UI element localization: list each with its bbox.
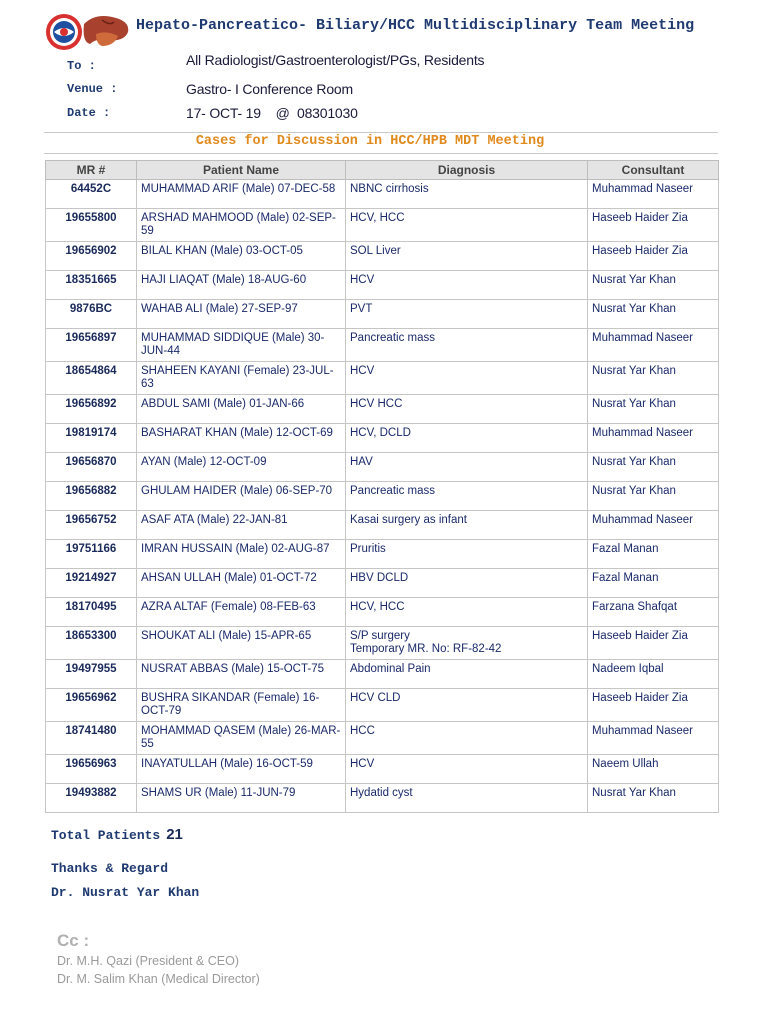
diagnosis-cell [346,689,588,722]
table-row [46,453,719,482]
table-row [46,511,719,540]
table-row [46,329,719,362]
mr-number-cell: 18653300 [46,627,137,660]
divider-top [44,132,718,133]
diagnosis-text: Kasai surgery as infant [350,514,467,526]
table-body [46,180,719,813]
consultant-cell: Haseeb Haider Zia [588,689,719,722]
diagnosis-text: Pruritis [350,543,386,555]
mr-number-cell: 19655800 [46,209,137,242]
patient-name-cell: ARSHAD MAHMOOD (Male) 02-SEP-59 [137,209,346,242]
consultant-cell: Nusrat Yar Khan [588,300,719,329]
diagnosis-text: Hydatid cyst [350,787,413,799]
to-label: To : [67,59,96,73]
diagnosis-cell [346,660,588,689]
diagnosis-text: HCV CLD [350,692,401,704]
mr-number-cell: 19751166 [46,540,137,569]
consultant-cell: Haseeb Haider Zia [588,242,719,271]
table-row [46,722,719,755]
consultant-cell: Nusrat Yar Khan [588,362,719,395]
diagnosis-cell [346,569,588,598]
table-row [46,482,719,511]
mr-number-cell: 19493882 [46,784,137,813]
mr-number-cell: 19656962 [46,689,137,722]
mr-number-cell: 64452C [46,180,137,209]
consultant-cell: Muhammad Naseer [588,511,719,540]
diagnosis-cell [346,424,588,453]
diagnosis-cell [346,784,588,813]
consultant-cell: Nadeem Iqbal [588,660,719,689]
diagnosis-cell [346,722,588,755]
table-row [46,569,719,598]
diagnosis-cell [346,395,588,424]
table-row [46,784,719,813]
consultant-cell: Haseeb Haider Zia [588,627,719,660]
consultant-cell: Muhammad Naseer [588,180,719,209]
mr-number-cell: 19497955 [46,660,137,689]
diagnosis-text: Pancreatic mass [350,332,436,344]
diagnosis-cell [346,453,588,482]
table-row [46,660,719,689]
divider-bottom [44,153,718,154]
patient-name-cell: MUHAMMAD SIDDIQUE (Male) 30-JUN-44 [137,329,346,362]
patient-name-cell: INAYATULLAH (Male) 16-OCT-59 [137,755,346,784]
table-row [46,627,719,660]
diagnosis-text: HCV, HCC [350,212,405,224]
table-row [46,209,719,242]
patient-name-cell: SHAHEEN KAYANI (Female) 23-JUL-63 [137,362,346,395]
mr-number-cell: 19656902 [46,242,137,271]
table-row [46,180,719,209]
diagnosis-cell [346,540,588,569]
signature-name: Dr. Nusrat Yar Khan [51,885,200,900]
date-label: Date : [67,106,111,120]
cases-subtitle: Cases for Discussion in HCC/HPB MDT Meeting [195,134,545,149]
diagnosis-cell [346,300,588,329]
table-row [46,689,719,722]
table-header-row [46,161,719,180]
patient-name-cell: GHULAM HAIDER (Male) 06-SEP-70 [137,482,346,511]
diagnosis-text: NBNC cirrhosis [350,183,429,195]
consultant-cell: Haseeb Haider Zia [588,209,719,242]
patient-name-cell: WAHAB ALI (Male) 27-SEP-97 [137,300,346,329]
diagnosis-cell [346,598,588,627]
table-row [46,395,719,424]
diagnosis-text: HCV [350,365,375,377]
table-row [46,540,719,569]
hospital-logo-icon [44,8,136,54]
mr-number-cell: 19214927 [46,569,137,598]
thanks-regards: Thanks & Regard [51,861,169,876]
table-row [46,755,719,784]
diagnosis-text: HCV, HCC [350,601,405,613]
venue-value: Gastro- I Conference Room [186,81,353,97]
table-row [46,242,719,271]
consultant-cell: Farzana Shafqat [588,598,719,627]
diagnosis-cell [346,482,588,511]
diagnosis-text: Pancreatic mass [350,485,436,497]
diagnosis-cell [346,627,588,660]
diagnosis-text: S/P surgery [350,630,410,642]
consultant-cell: Fazal Manan [588,569,719,598]
table-row [46,271,719,300]
cc-label: Cc : [57,931,90,950]
diagnosis-cell [346,209,588,242]
patient-name-cell: HAJI LIAQAT (Male) 18-AUG-60 [137,271,346,300]
diagnosis-cell [346,180,588,209]
diagnosis-text: HCV, DCLD [350,427,411,439]
consultant-cell: Nusrat Yar Khan [588,395,719,424]
patient-name-cell: MUHAMMAD ARIF (Male) 07-DEC-58 [137,180,346,209]
column-header-diagnosis: Diagnosis [346,161,588,180]
diagnosis-note: Temporary MR. No: RF-82-42 [350,643,502,655]
mr-number-cell: 19656882 [46,482,137,511]
liver-organ-icon [84,16,129,46]
cc-recipient: Dr. M.H. Qazi (President & CEO) [57,954,239,968]
consultant-cell: Naeem Ullah [588,755,719,784]
patient-name-cell: BILAL KHAN (Male) 03-OCT-05 [137,242,346,271]
diagnosis-cell [346,242,588,271]
column-header-mr: MR # [46,161,137,180]
patient-name-cell: NUSRAT ABBAS (Male) 15-OCT-75 [137,660,346,689]
consultant-cell: Muhammad Naseer [588,424,719,453]
cc-recipient: Dr. M. Salim Khan (Medical Director) [57,972,260,986]
patient-name-cell: IMRAN HUSSAIN (Male) 02-AUG-87 [137,540,346,569]
patient-name-cell: ABDUL SAMI (Male) 01-JAN-66 [137,395,346,424]
venue-label: Venue : [67,82,118,96]
diagnosis-cell [346,362,588,395]
patient-name-cell: BUSHRA SIKANDAR (Female) 16-OCT-79 [137,689,346,722]
patient-name-cell: AYAN (Male) 12-OCT-09 [137,453,346,482]
to-value: All Radiologist/Gastroenterologist/PGs, Residents [186,52,485,68]
patient-name-cell: MOHAMMAD QASEM (Male) 26-MAR-55 [137,722,346,755]
diagnosis-text: SOL Liver [350,245,401,257]
consultant-cell: Nusrat Yar Khan [588,453,719,482]
cases-table [45,160,719,813]
mr-number-cell: 19656752 [46,511,137,540]
diagnosis-text: HCV [350,274,375,286]
mr-number-cell: 19656963 [46,755,137,784]
table-row [46,300,719,329]
diagnosis-cell [346,511,588,540]
diagnosis-text: HAV [350,456,373,468]
patient-name-cell: SHAMS UR (Male) 11-JUN-79 [137,784,346,813]
diagnosis-cell [346,271,588,300]
column-header-patient-name: Patient Name [137,161,346,180]
hospital-logo [44,8,136,54]
total-patients-count: 21 [166,826,183,843]
diagnosis-text: HCV [350,758,375,770]
table-row [46,362,719,395]
diagnosis-text: Abdominal Pain [350,663,431,675]
patient-name-cell: SHOUKAT ALI (Male) 15-APR-65 [137,627,346,660]
mr-number-cell: 18170495 [46,598,137,627]
mr-number-cell: 9876BC [46,300,137,329]
mr-number-cell: 18351665 [46,271,137,300]
diagnosis-text: HBV DCLD [350,572,409,584]
patient-name-cell: BASHARAT KHAN (Male) 12-OCT-69 [137,424,346,453]
patient-name-cell: AHSAN ULLAH (Male) 01-OCT-72 [137,569,346,598]
column-header-consultant: Consultant [588,161,719,180]
consultant-cell: Nusrat Yar Khan [588,784,719,813]
consultant-cell: Fazal Manan [588,540,719,569]
diagnosis-text: HCC [350,725,375,737]
patient-name-cell: ASAF ATA (Male) 22-JAN-81 [137,511,346,540]
diagnosis-cell [346,329,588,362]
consultant-cell: Nusrat Yar Khan [588,271,719,300]
mr-number-cell: 19656870 [46,453,137,482]
date-value: 17- OCT- 19 @ 08301030 [186,105,358,121]
mr-number-cell: 19656892 [46,395,137,424]
diagnosis-text: PVT [350,303,373,315]
mr-number-cell: 18654864 [46,362,137,395]
consultant-cell: Muhammad Naseer [588,329,719,362]
consultant-cell: Muhammad Naseer [588,722,719,755]
table-row [46,598,719,627]
diagnosis-cell [346,755,588,784]
meeting-title: Hepato-Pancreatico- Biliary/HCC Multidisciplinary Team Meeting [136,17,695,34]
total-patients [51,826,183,843]
total-patients-label: Total Patients [51,828,161,843]
mr-number-cell: 19819174 [46,424,137,453]
diagnosis-text: HCV HCC [350,398,403,410]
mr-number-cell: 19656897 [46,329,137,362]
consultant-cell: Nusrat Yar Khan [588,482,719,511]
patient-name-cell: AZRA ALTAF (Female) 08-FEB-63 [137,598,346,627]
table-row [46,424,719,453]
mr-number-cell: 18741480 [46,722,137,755]
